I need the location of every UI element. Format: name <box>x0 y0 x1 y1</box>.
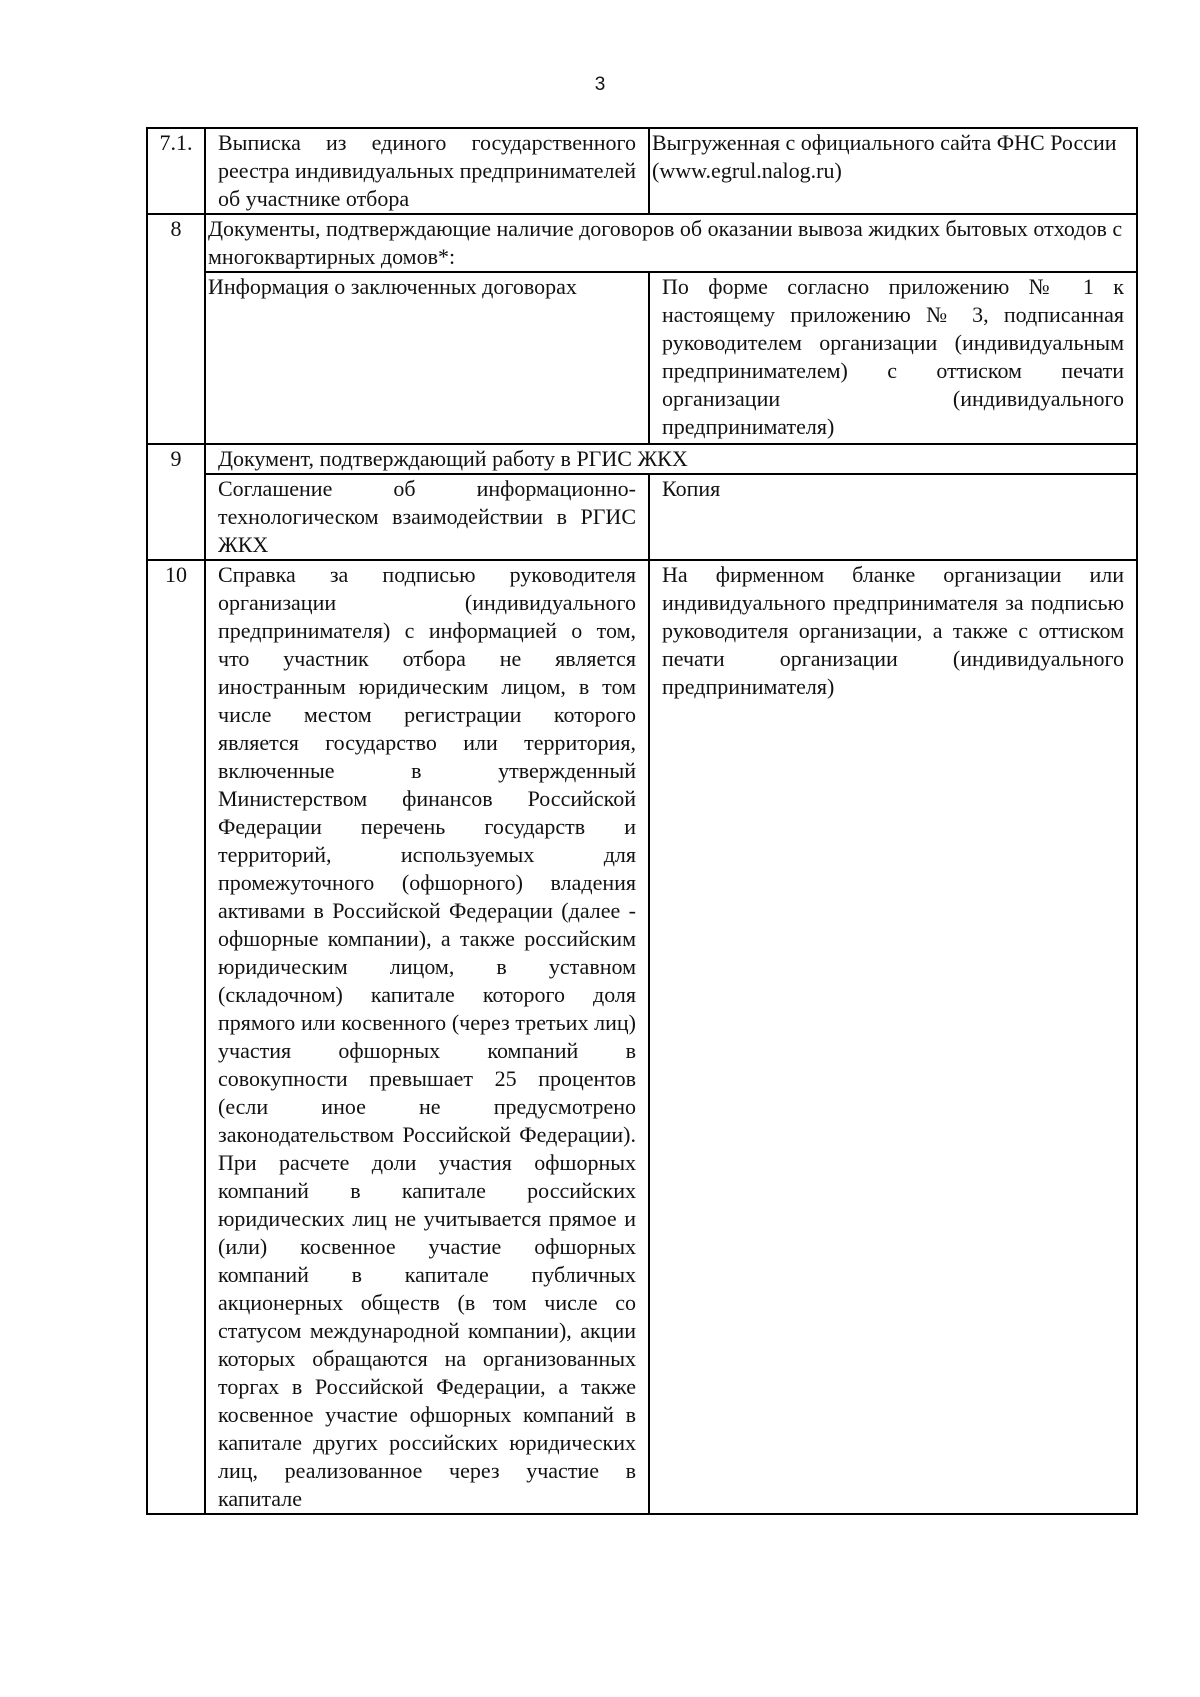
document-cell: Выписка из единого государственного реестра индивидуальных предпринимателей об участнике отбора <box>205 128 649 214</box>
page-number: 3 <box>594 74 606 95</box>
form-cell: По форме согласно приложению № 1 к настоящему приложению № 3, подписанная руководителем организации (индивидуальным предпринимателем) с оттиском печати организации (индивидуального предпринимателя) <box>649 272 1137 444</box>
documents-table <box>146 127 1138 1515</box>
table-row <box>147 474 1137 560</box>
row-number: 9 <box>147 444 205 560</box>
section-header-cell: Документы, подтверждающие наличие договоров об оказании вывоза жидких бытовых отходов с многоквартирных домов*: <box>205 214 1137 272</box>
table-row <box>147 444 1137 474</box>
form-cell: Выгруженная с официального сайта ФНС России (www.egrul.nalog.ru) <box>649 128 1137 214</box>
document-cell: Информация о заключенных договорах <box>205 272 649 444</box>
table-row <box>147 560 1137 1514</box>
table-row <box>147 214 1137 272</box>
form-cell: На фирменном бланке организации или индивидуального предпринимателя за подписью руководителя организации, а также с оттиском печати организации (индивидуального предпринимателя) <box>649 560 1137 1514</box>
row-number: 8 <box>147 214 205 444</box>
form-cell: Копия <box>649 474 1137 560</box>
section-header-cell: Документ, подтверждающий работу в РГИС ЖКХ <box>205 444 1137 474</box>
table-row <box>147 272 1137 444</box>
row-number: 10 <box>147 560 205 1514</box>
row-number: 7.1. <box>147 128 205 214</box>
document-cell: Соглашение об информационно-технологическом взаимодействии в РГИС ЖКХ <box>205 474 649 560</box>
document-cell: Справка за подписью руководителя организации (индивидуального предпринимателя) с информацией о том, что участник отбора не является иностранным юридическим лицом, в том числе местом регистрации которого является государство или территория, включенные в утвержденный Министерством финансов Российской Федерации перечень государств и территорий, используемых для промежуточного (офшорного) владения активами в Российской Федерации (далее - офшорные компании), а также российским юридическим лицом, в уставном (складочном) капитале которого доля прямого или косвенного (через третьих лиц) участия офшорных компаний в совокупности превышает 25 процентов (если иное не предусмотрено законодательством Российской Федерации). При расчете доли участия офшорных компаний в капитале российских юридических лиц не учитывается прямое и (или) косвенное участие офшорных компаний в капитале публичных акционерных обществ (в том числе со статусом международной компании), акции которых обращаются на организованных торгах в Российской Федерации, а также косвенное участие офшорных компаний в капитале других российских юридических лиц, реализованное через участие в капитале <box>205 560 649 1514</box>
table-row <box>147 128 1137 214</box>
